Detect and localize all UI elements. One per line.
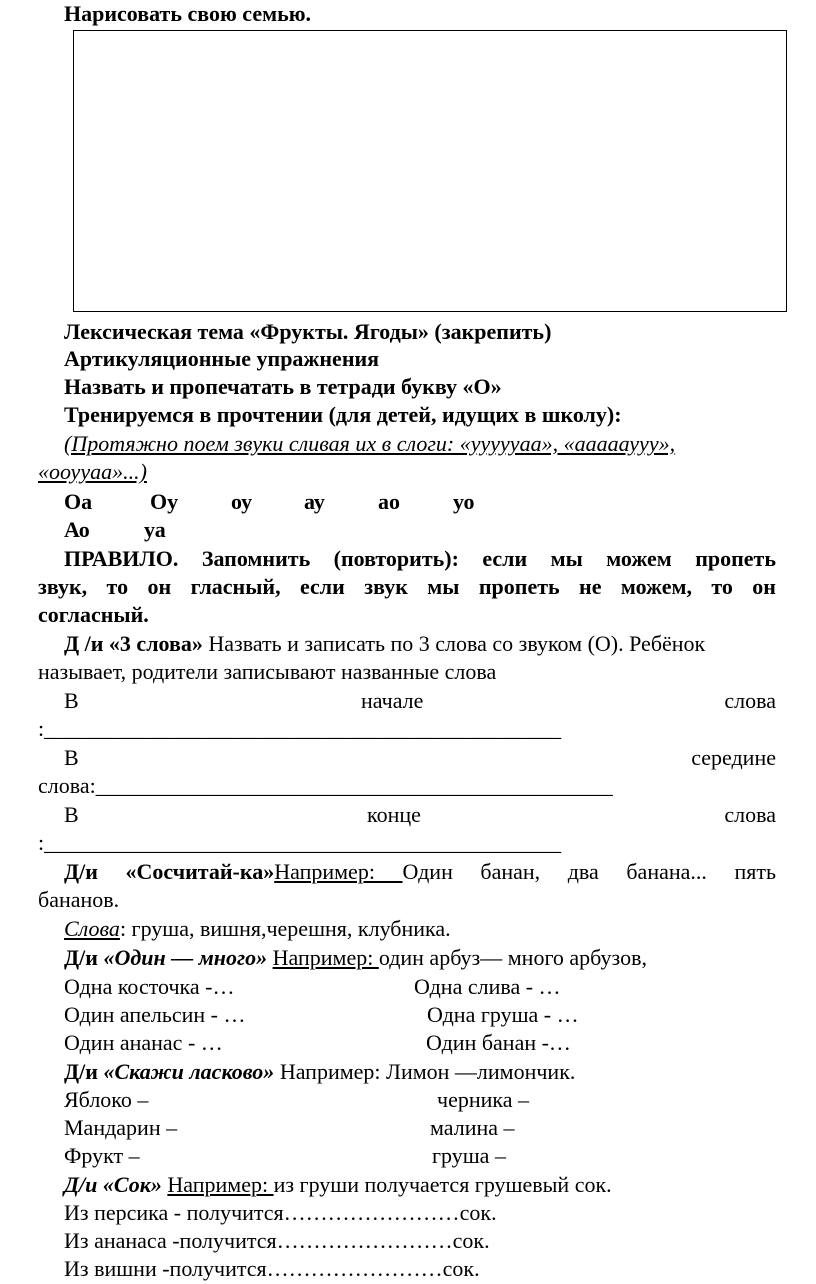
end-label: слова <box>724 802 776 827</box>
game-title-italic: «Скажи ласково» <box>103 1059 275 1084</box>
syllable: Оа <box>64 489 93 514</box>
game-title: Д/и <box>64 945 104 970</box>
game-three-words-cont: называет, родители записывают названные слова <box>38 659 497 684</box>
example-text: Один банан, два банана... пять <box>402 859 776 884</box>
game-title: Д/и «Сосчитай-ка» <box>64 859 275 884</box>
juice-row: Из вишни -получится……………………сок. <box>64 1256 480 1281</box>
syllable: уо <box>453 489 475 514</box>
example-text: из груши получается грушевый сок. <box>273 1172 612 1197</box>
begin-answer-line[interactable]: :_______________________________________________ <box>38 716 562 741</box>
game-juice <box>64 1171 612 1199</box>
singing-instruction <box>64 430 776 458</box>
begin-label: слова <box>724 688 776 713</box>
game-title: Д/и «Сок» <box>64 1172 162 1197</box>
one-many-item: Одна груша - … <box>427 1002 579 1027</box>
begin-label: В <box>64 688 79 713</box>
syllable: ау <box>304 489 325 514</box>
game-title: Д /и «3 слова» <box>64 631 203 656</box>
game-count-cont: бананов. <box>38 887 120 912</box>
drawing-box[interactable] <box>73 30 787 312</box>
end-answer-line[interactable]: :_______________________________________________ <box>38 830 562 855</box>
example-label: Например: <box>167 1172 274 1197</box>
rule-line-3: согласный. <box>38 602 149 627</box>
game-title: Д/и <box>64 1059 104 1084</box>
reading-heading: Тренируемся в прочтении (для детей, идущих в школу): <box>64 402 622 427</box>
affectionate-item: Яблоко – <box>64 1087 149 1112</box>
one-many-row <box>64 1001 579 1029</box>
one-many-item: Одна косточка -… <box>64 974 235 999</box>
affectionate-item: малина – <box>430 1115 515 1140</box>
affectionate-row <box>64 1086 529 1114</box>
task-draw-family: Нарисовать свою семью. <box>64 1 312 26</box>
lexical-topic: Лексическая тема «Фрукты. Ягоды» (закрепить) <box>64 319 552 344</box>
syllable: ао <box>378 489 400 514</box>
syllable: Ао <box>64 517 90 542</box>
syllable: оу <box>231 489 253 514</box>
end-label: конце <box>367 802 421 827</box>
game-title-italic: «Один — много» <box>103 945 268 970</box>
syllable: Оу <box>150 489 179 514</box>
game-one-many <box>64 944 647 972</box>
middle-label: середине <box>691 745 776 770</box>
rule-line-2: звук, то он гласный, если звук мы пропеть не можем, то он <box>38 574 776 599</box>
middle-label: В <box>64 745 79 770</box>
affectionate-item: черника – <box>437 1087 529 1112</box>
singing-line-1: (Протяжно поем звуки сливая их в слоги: «уууууаа», «аааааууу», <box>64 431 676 456</box>
affectionate-row <box>64 1114 515 1142</box>
example-label: Например: <box>272 945 379 970</box>
affectionate-row <box>64 1142 506 1170</box>
game-three-words <box>64 630 705 658</box>
singing-instruction-cont: «ооууаа»...) <box>38 459 147 484</box>
game-affectionate <box>64 1058 575 1086</box>
articulation-heading: Артикуляционные упражнения <box>64 346 380 371</box>
end-label: В <box>64 802 79 827</box>
words-line <box>64 915 451 943</box>
affectionate-item: груша – <box>432 1143 506 1168</box>
affectionate-item: Мандарин – <box>64 1115 178 1140</box>
words-label: Слова <box>64 916 120 941</box>
one-many-item: Один банан -… <box>426 1030 571 1055</box>
one-many-item: Одна слива - … <box>414 974 561 999</box>
middle-answer-line[interactable]: слова:_______________________________________________ <box>38 773 613 798</box>
one-many-row <box>64 973 561 1001</box>
juice-row: Из ананаса -получится……………………сок. <box>64 1228 490 1253</box>
example-text: Например: Лимон —лимончик. <box>274 1059 576 1084</box>
begin-label: начале <box>361 688 424 713</box>
example-text: один арбуз— много арбузов, <box>378 945 647 970</box>
affectionate-item: Фрукт – <box>64 1143 140 1168</box>
juice-row: Из персика - получится……………………сок. <box>64 1200 497 1225</box>
one-many-item: Один ананас - … <box>64 1030 223 1055</box>
rule-line-1: ПРАВИЛО. Запомнить (повторить): если мы можем пропеть <box>64 546 776 571</box>
letter-task: Назвать и пропечатать в тетради букву «О» <box>64 374 502 399</box>
game-count <box>64 858 776 886</box>
words-text: : груша, вишня,черешня, клубника. <box>119 916 451 941</box>
game-text: Назвать и записать по 3 слова со звуком (О). Ребёнок <box>202 631 706 656</box>
syllable: уа <box>144 517 166 542</box>
one-many-item: Один апельсин - … <box>64 1002 246 1027</box>
example-label: Например: <box>274 859 403 884</box>
one-many-row <box>64 1029 571 1057</box>
